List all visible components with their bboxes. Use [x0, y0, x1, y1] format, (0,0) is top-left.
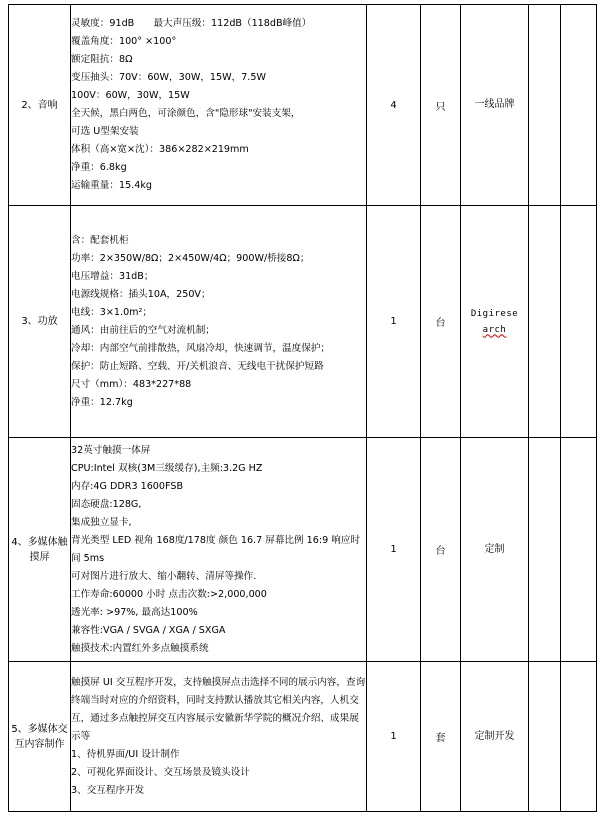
spec-line: 工作寿命:60000 小时 点击次数:>2,000,000: [71, 588, 267, 600]
spec-line: 兼容性:VGA / SVGA / XGA / SXGA: [71, 624, 226, 636]
spec-line: 2、可视化界面设计、交互场景及镜头设计: [71, 766, 250, 778]
item-name-cell: 5、多媒体交互内容制作: [9, 662, 71, 812]
spec-description-cell: [71, 662, 367, 812]
spec-description-cell: [71, 5, 367, 206]
spec-line: 变压抽头：70V：60W，30W，15W，7.5W: [71, 72, 266, 83]
unit-cell: 只: [421, 5, 461, 206]
spec-line: 1、待机界面/UI 设计制作: [71, 748, 180, 760]
empty-cell: [561, 5, 597, 206]
table-row: [9, 5, 597, 206]
spec-line: 固态硬盘:128G,: [71, 498, 142, 510]
spec-line: 电线：3×1.0m²；: [71, 306, 152, 318]
spec-line: 可对图片进行放大、缩小翻转、清屏等操作.: [71, 570, 257, 582]
empty-cell: [529, 206, 561, 438]
spec-line: 可选 U型架安装: [71, 126, 139, 137]
spec-description-cell: [71, 438, 367, 662]
empty-cell: [529, 5, 561, 206]
item-name-cell: 3、功放: [9, 206, 71, 438]
item-name-cell: 2、音响: [9, 5, 71, 206]
table-row: [9, 438, 597, 662]
unit-cell: 台: [421, 206, 461, 438]
table-row: [9, 662, 597, 812]
brand-line: Digirese: [470, 308, 519, 319]
brand-cell: 一线品牌: [461, 5, 529, 206]
quantity-cell: 1: [367, 438, 421, 662]
brand-cell: 定制: [461, 438, 529, 662]
spec-line: 体积（高×宽×沈）：386×282×219mm: [71, 144, 249, 155]
unit-cell: 台: [421, 438, 461, 662]
spec-line: 全天候，黑白两色，可涂颜色，含"隐形球"安装支架，: [71, 108, 301, 119]
spec-line: 冷却：内部空气前排散热，风扇冷却，快速调节，温度保护；: [71, 342, 331, 354]
spec-line: 含：配套机柜: [71, 234, 129, 246]
empty-cell: [561, 662, 597, 812]
spec-line: 净重：6.8kg: [71, 162, 127, 173]
quantity-cell: 1: [367, 206, 421, 438]
spec-table: [8, 4, 597, 812]
spec-line: 背光类型 LED 视角 168度/178度 颜色 16.7 屏幕比例 16:9 响应时间 5ms: [71, 534, 361, 564]
empty-cell: [529, 438, 561, 662]
spec-line: 透光率: >97%, 最高达100%: [71, 606, 198, 618]
spec-line: 覆盖角度：100° ×100°: [71, 36, 177, 47]
quantity-cell: 1: [367, 662, 421, 812]
spec-line: 功率：2×350W/8Ω；2×450W/4Ω；900W/桥接8Ω；: [71, 252, 310, 264]
empty-cell: [561, 438, 597, 662]
spec-line: 3、交互程序开发: [71, 784, 145, 796]
spec-line: 集成独立显卡,: [71, 516, 132, 528]
unit-cell: 套: [421, 662, 461, 812]
empty-cell: [561, 206, 597, 438]
spec-line: 32英寸触摸一体屏: [71, 444, 151, 456]
spec-line: 净重：12.7kg: [71, 396, 133, 408]
spec-line: 尺寸（mm）：483*227*88: [71, 378, 192, 390]
spec-line: 触摸技术:内置红外多点触摸系统: [71, 642, 209, 654]
spec-line: 额定阻抗：8Ω: [71, 54, 133, 65]
spec-line: 电压增益：31dB；: [71, 270, 154, 282]
brand-cell: [461, 206, 529, 438]
spec-line: 电源线规格：插头10A，250V；: [71, 288, 211, 300]
item-name-cell: 4、多媒体触摸屏: [9, 438, 71, 662]
spec-line: 保护：防止短路、空载、开/关机浪音、无线电干扰保护短路: [71, 360, 324, 372]
spec-line: CPU:Intel 双核(3M三级缓存),主频:3.2G HZ: [71, 462, 263, 474]
table-row: [9, 206, 597, 438]
empty-cell: [529, 662, 561, 812]
spec-line: 触摸屏 UI 交互程序开发，支持触摸屏点击选择不同的展示内容，查询终端当时对应的介绍资料，同时支持默认播放其它相关内容，人机交互，通过多点触控屏交互内容展示安徽新华学院的概况介绍、成果展示等: [71, 676, 366, 742]
quantity-cell: 4: [367, 5, 421, 206]
spec-line: 内存:4G DDR3 1600FSB: [71, 480, 184, 492]
brand-cell: 定制开发: [461, 662, 529, 812]
spec-line: 通风：由前往后的空气对流机制；: [71, 324, 215, 336]
spec-line: 灵敏度：91dB 最大声压级：112dB（118dB峰值）: [71, 18, 312, 29]
brand-line: arch: [482, 324, 507, 335]
spec-description-cell: [71, 206, 367, 438]
spec-line: 运输重量：15.4kg: [71, 180, 152, 191]
spec-line: 100V：60W，30W，15W: [71, 90, 190, 101]
